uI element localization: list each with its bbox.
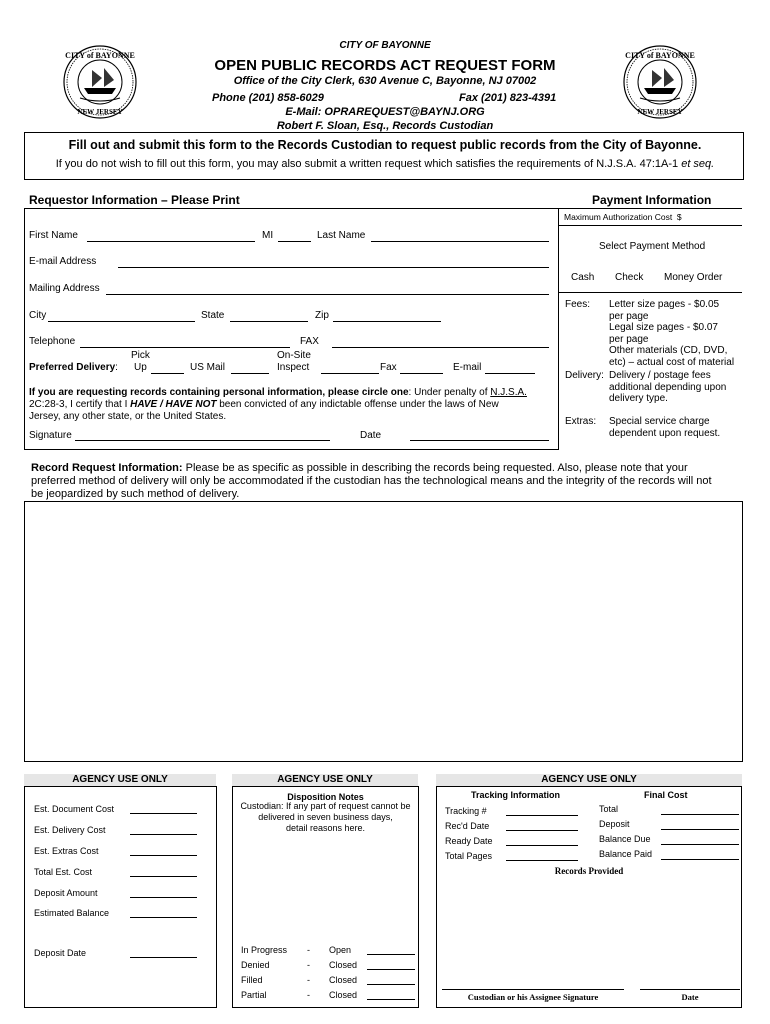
city-label: City: [29, 310, 47, 321]
deposit-date-field[interactable]: [130, 957, 197, 958]
last-name-field[interactable]: [371, 241, 549, 242]
deposit-amount-field[interactable]: [130, 897, 197, 898]
column-divider: [558, 208, 559, 450]
select-payment-label: Select Payment Method: [599, 241, 706, 252]
date-label: Date: [360, 430, 382, 441]
status-denied-field[interactable]: [367, 969, 415, 970]
state-field[interactable]: [230, 321, 308, 322]
intro-subline: If you do not wish to fill out this form, you may also submit a written request which satisfies the requirements of N.J.S.A. 47:1A-1 et seq.: [55, 158, 715, 170]
inspect-option: Inspect: [277, 362, 310, 373]
zip-field[interactable]: [333, 321, 441, 322]
fax-field[interactable]: [332, 347, 549, 348]
max-auth-label: Maximum Authorization Cost $: [564, 212, 682, 222]
fax-option: Fax: [380, 362, 397, 373]
custodian-date-label: Date: [681, 992, 699, 1002]
last-name-label: Last Name: [317, 230, 366, 241]
fax-number: Fax (201) 823-4391: [459, 92, 557, 104]
pick-label: Pick: [131, 350, 150, 361]
telephone-field[interactable]: [80, 347, 290, 348]
money-order-option[interactable]: Money Order: [664, 272, 723, 283]
final-total-field[interactable]: [661, 814, 739, 815]
office-address: Office of the City Clerk, 630 Avenue C, Bayonne, NJ 07002: [233, 75, 537, 87]
status-closed: Closed: [329, 975, 358, 985]
usmail-field[interactable]: [231, 373, 269, 374]
first-name-label: First Name: [29, 230, 78, 241]
form-title: OPEN PUBLIC RECORDS ACT REQUEST FORM: [214, 57, 556, 74]
section-divider: [24, 208, 742, 209]
mi-field[interactable]: [278, 241, 311, 242]
extras-line: Special service charge: [609, 416, 710, 427]
final-deposit-label: Deposit: [599, 819, 630, 829]
seal-text-bottom: NEW JERSEY: [77, 108, 123, 116]
final-deposit-field[interactable]: [661, 829, 739, 830]
preferred-delivery-label: Preferred Delivery:: [29, 362, 118, 373]
zip-label: Zip: [315, 310, 329, 321]
disposition-title: Disposition Notes: [287, 792, 364, 802]
email-label: E-mail Address: [29, 256, 97, 267]
seal-text-bottom: NEW JERSEY: [637, 108, 683, 116]
extras-line: dependent upon request.: [609, 427, 721, 439]
ready-date-label: Ready Date: [445, 836, 493, 846]
extras-label: Extras:: [565, 416, 597, 427]
deposit-date-label: Deposit Date: [34, 948, 87, 958]
record-request-line3: be jeopardized by such method of delivery.: [31, 488, 240, 500]
total-pages-field[interactable]: [506, 860, 578, 861]
fees-line: per page: [609, 310, 649, 322]
estimated-balance-field[interactable]: [130, 917, 197, 918]
personal-info-line2: 2C:28-3, I certify that I HAVE / HAVE NOT been convicted of any indictable offense under the laws of New: [29, 399, 499, 410]
status-in-progress: In Progress: [241, 945, 288, 955]
total-pages-label: Total Pages: [445, 851, 493, 861]
status-dash: -: [307, 990, 310, 1000]
mailing-address-field[interactable]: [106, 294, 549, 295]
email-option: E-mail: [453, 362, 482, 373]
delivery-line: Delivery / postage fees: [609, 370, 711, 381]
agency-use-heading-3: AGENCY USE ONLY: [436, 774, 742, 786]
email-field[interactable]: [118, 267, 549, 268]
tracking-title: Tracking Information: [471, 790, 561, 800]
status-open-field[interactable]: [367, 954, 415, 955]
est-delivery-cost-field[interactable]: [130, 834, 197, 835]
records-provided-label: Records Provided: [554, 866, 624, 876]
record-request-textarea[interactable]: [24, 501, 743, 762]
delivery-line: delivery type.: [609, 393, 668, 404]
status-closed: Closed: [329, 990, 358, 1000]
max-auth-field[interactable]: [558, 225, 742, 226]
final-total-label: Total: [599, 804, 619, 814]
status-denied: Denied: [241, 960, 270, 970]
total-est-cost-field[interactable]: [130, 876, 197, 877]
status-dash: -: [307, 945, 310, 955]
total-est-cost-label: Total Est. Cost: [34, 867, 93, 877]
tracking-number-field[interactable]: [506, 815, 578, 816]
status-closed: Closed: [329, 960, 358, 970]
status-filled-field[interactable]: [367, 984, 415, 985]
fax-delivery-field[interactable]: [400, 373, 443, 374]
received-date-label: Rec'd Date: [445, 821, 490, 831]
mailing-address-label: Mailing Address: [29, 283, 100, 294]
received-date-field[interactable]: [506, 830, 578, 831]
fax-label: FAX: [300, 336, 319, 347]
delivery-label: Delivery:: [565, 370, 604, 381]
seal-text-top: CITY of BAYONNE: [65, 51, 135, 60]
agency-use-heading-2: AGENCY USE ONLY: [232, 774, 418, 786]
balance-due-field[interactable]: [661, 844, 739, 845]
telephone-label: Telephone: [29, 336, 76, 347]
custodian-signature-field[interactable]: [442, 989, 624, 990]
status-dash: -: [307, 960, 310, 970]
check-option[interactable]: Check: [615, 272, 644, 283]
city-name: CITY OF BAYONNE: [339, 40, 431, 51]
est-delivery-cost-label: Est. Delivery Cost: [34, 825, 106, 835]
intro-headline: Fill out and submit this form to the Records Custodian to request public records from the City of Bayonne.: [68, 138, 702, 152]
fees-label: Fees:: [565, 299, 591, 310]
fees-line: per page: [609, 333, 649, 345]
city-field[interactable]: [48, 321, 195, 322]
record-request-instructions: [31, 462, 741, 501]
balance-paid-field[interactable]: [661, 859, 739, 860]
usmail-option: US Mail: [190, 362, 226, 373]
record-request-line2: preferred method of delivery will only be accommodated if the custodian has the technological means and the integrity of the records will not: [31, 475, 712, 487]
final-cost-title: Final Cost: [644, 790, 688, 800]
email-delivery-field[interactable]: [485, 373, 535, 374]
payment-divider: [558, 292, 742, 293]
custodian-signature-label: Custodian or his Assignee Signature: [467, 992, 599, 1002]
records-custodian: Robert F. Sloan, Esq., Records Custodian: [276, 120, 494, 132]
fees-line: Other materials (CD, DVD,: [609, 345, 728, 356]
seal-text-top: CITY of BAYONNE: [625, 51, 695, 60]
estimated-balance-label: Estimated Balance: [34, 908, 110, 918]
record-request-line1: Record Request Information: Please be as specific as possible in describing the records being requested. Also, please note that your: [31, 462, 688, 474]
disposition-line: delivered in seven business days,: [258, 812, 393, 822]
status-partial: Partial: [241, 990, 267, 1000]
balance-paid-label: Balance Paid: [599, 849, 653, 859]
tracking-number-label: Tracking #: [445, 806, 487, 816]
date-field[interactable]: [410, 440, 549, 441]
status-dash: -: [307, 975, 310, 985]
deposit-amount-label: Deposit Amount: [34, 888, 98, 898]
have-have-not-option[interactable]: HAVE / HAVE NOT: [130, 399, 217, 410]
ready-date-field[interactable]: [506, 845, 578, 846]
pickup-option: Up: [134, 362, 147, 373]
mi-label: MI: [262, 230, 274, 241]
personal-info-line3: Jersey, any other state, or the United States.: [29, 411, 227, 422]
est-extras-cost-field[interactable]: [130, 855, 197, 856]
onsite-label: On-Site: [277, 350, 311, 361]
disposition-line: detail reasons here.: [285, 823, 366, 833]
inspect-field[interactable]: [321, 373, 379, 374]
requestor-heading: Requestor Information – Please Print: [29, 193, 240, 207]
contact-email: E-Mail: OPRAREQUEST@BAYNJ.ORG: [285, 106, 485, 118]
payment-heading: Payment Information: [592, 193, 712, 207]
status-open: Open: [329, 945, 352, 955]
delivery-line: additional depending upon: [609, 381, 727, 393]
cash-option[interactable]: Cash: [571, 272, 595, 283]
signature-field[interactable]: [75, 440, 330, 441]
status-filled: Filled: [241, 975, 263, 985]
left-border: [24, 208, 25, 450]
est-document-cost-label: Est. Document Cost: [34, 804, 115, 814]
fees-line: Legal size pages - $0.07: [609, 322, 718, 333]
state-label: State: [201, 310, 225, 321]
fees-line: Letter size pages - $0.05: [609, 299, 720, 310]
first-name-field[interactable]: [87, 241, 255, 242]
phone-number: Phone (201) 858-6029: [212, 92, 324, 104]
disposition-line: Custodian: If any part of request cannot be: [240, 801, 411, 811]
agency-use-heading-1: AGENCY USE ONLY: [24, 774, 216, 786]
fees-line: etc) – actual cost of material: [609, 356, 735, 368]
est-document-cost-field[interactable]: [130, 813, 197, 814]
requestor-bottom-border: [24, 449, 558, 450]
signature-label: Signature: [29, 430, 72, 441]
status-partial-field[interactable]: [367, 999, 415, 1000]
custodian-date-field[interactable]: [640, 989, 740, 990]
balance-due-label: Balance Due: [599, 834, 651, 844]
personal-info-line1: If you are requesting records containing personal information, please circle one: Under penalty of N.J.S.A.: [29, 387, 527, 398]
est-extras-cost-label: Est. Extras Cost: [34, 846, 99, 856]
pickup-field[interactable]: [151, 373, 184, 374]
